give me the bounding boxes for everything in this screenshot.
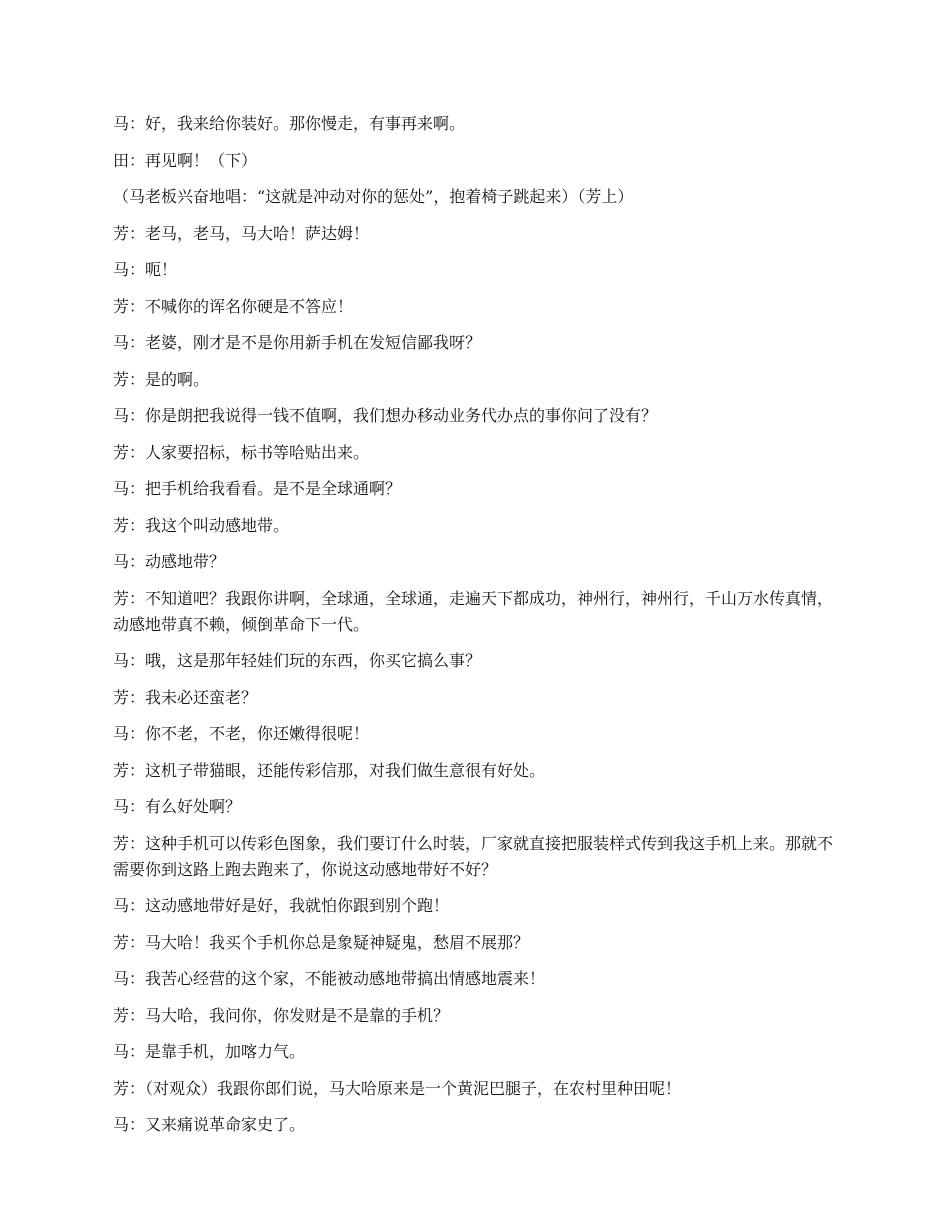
dialogue-line: 芳：马大哈！我买个手机你总是象疑神疑鬼，愁眉不展那？: [113, 932, 530, 952]
dialogue-line: 芳：我未必还蛮老？: [113, 687, 258, 707]
dialogue-line: 马：哦，这是那年轻娃们玩的东西，你买它搞么事？: [113, 651, 482, 670]
dialogue-line: 芳：不知道吧？我跟你讲啊，全球通，全球通，走遍天下都成功，神州行，神州行，千山万水传真情，动感地带真不赖，倾倒革命下一代。: [113, 588, 834, 634]
dialogue-line: 马：有么好处啊？: [113, 797, 242, 816]
dialogue-line: 马：是靠手机，加喀力气。: [113, 1042, 306, 1061]
dialogue-line: 芳：人家要招标，标书等哈贴出来。: [113, 442, 370, 462]
dialogue-line: 芳：不喊你的诨名你硬是不答应！: [113, 296, 354, 316]
script-body: [113, 111, 843, 1149]
dialogue-line: 马：老婆，刚才是不是你用新手机在发短信鄙我呀？: [113, 333, 482, 352]
dialogue-line: 芳：是的啊。: [113, 369, 210, 389]
dialogue-line: 马：好，我来给你装好。那你慢走，有事再来啊。: [113, 114, 466, 133]
dialogue-line: 田：再见啊！（下）: [113, 150, 258, 170]
dialogue-line: 马：把手机给我看看。是不是全球通啊？: [113, 479, 402, 498]
dialogue-line: 马：你不老，不老，你还嫩得很呢！: [113, 724, 370, 743]
dialogue-line: 马：动感地带？: [113, 552, 226, 571]
stage-direction: （马老板兴奋地唱：“这就是冲动对你的惩处”，抱着椅子跳起来）（芳上）: [113, 187, 634, 206]
dialogue-line: 芳：这种手机可以传彩色图象，我们要订什么时装，厂家就直接把服装样式传到我这手机上来。那就不需要你到这路上跑去跑来了，你说这动感地带好不好？: [113, 833, 834, 879]
dialogue-line: 马：我苦心经营的这个家，不能被动感地带搞出情感地震来！: [113, 969, 546, 988]
dialogue-line: 马：这动感地带好是好，我就怕你跟到别个跑！: [113, 896, 450, 915]
dialogue-line: 马：又来痛说革命家史了。: [113, 1115, 306, 1134]
dialogue-line: 马：你是朗把我说得一钱不值啊，我们想办移动业务代办点的事你问了没有？: [113, 406, 658, 425]
dialogue-line: 芳：马大哈，我问你，你发财是不是靠的手机？: [113, 1005, 450, 1025]
dialogue-line: 芳：（对观众）我跟你郎们说，马大哈原来是一个黄泥巴腿子，在农村里种田呢！: [113, 1078, 682, 1098]
dialogue-line: 芳：老马，老马，马大哈！萨达姆！: [113, 223, 370, 243]
dialogue-line: 芳：我这个叫动感地带。: [113, 515, 290, 535]
dialogue-line: 马：呃！: [113, 260, 178, 279]
dialogue-line: 芳：这机子带猫眼，还能传彩信那，对我们做生意很有好处。: [113, 760, 546, 780]
